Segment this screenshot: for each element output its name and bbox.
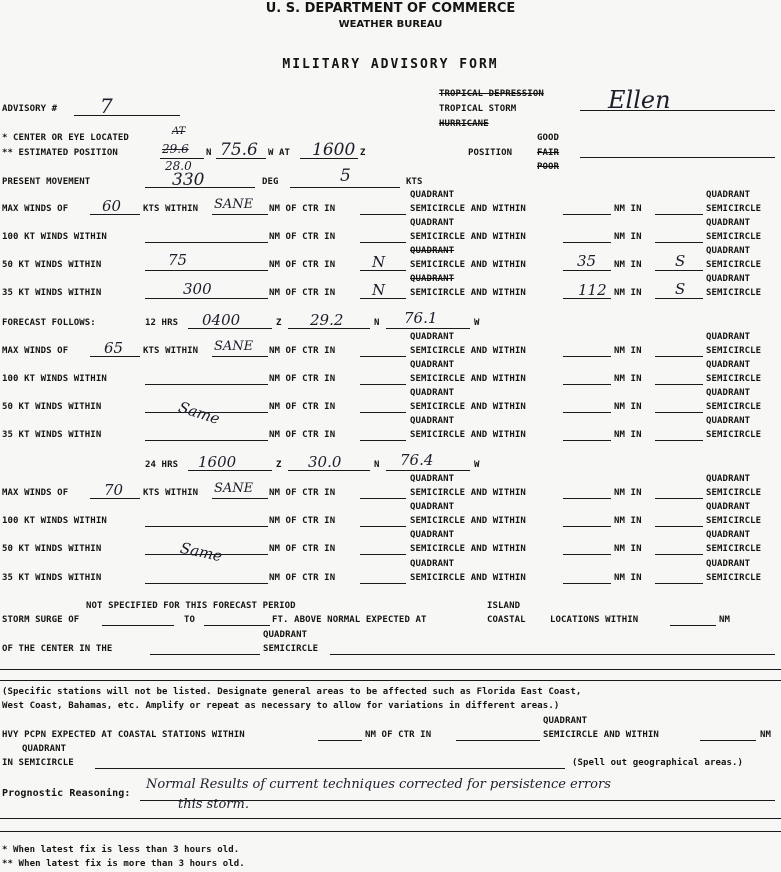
nm2-line[interactable] xyxy=(563,242,611,243)
f24-max-winds-value: 70 xyxy=(104,481,124,499)
forecast-follows-label: FORECAST FOLLOWS: xyxy=(2,318,96,328)
center-in-label: OF THE CENTER IN THE xyxy=(2,644,113,654)
nm2-line[interactable] xyxy=(563,384,611,385)
spell-out-label: (Spell out geographical areas.) xyxy=(572,758,744,768)
f24-time-value: 1600 xyxy=(198,453,237,471)
quadrant-line[interactable] xyxy=(360,214,406,215)
hvy-nm-label: NM xyxy=(760,730,772,740)
nm-ctr-label: NM OF CTR IN xyxy=(269,573,336,583)
quadrant-label: QUADRANT xyxy=(410,274,455,284)
quadrant-label: QUADRANT xyxy=(706,190,751,200)
nm-in-label: NM IN xyxy=(614,573,642,583)
nm-ctr-label: NM OF CTR IN xyxy=(269,260,336,270)
f12-w: W xyxy=(474,318,480,328)
quadrant-line[interactable] xyxy=(360,440,406,441)
semicircle-within-label: SEMICIRCLE AND WITHIN xyxy=(410,544,526,554)
island-label: ISLAND xyxy=(487,601,521,611)
quadrant2-line[interactable] xyxy=(655,384,703,385)
quadrant-label: QUADRANT xyxy=(706,274,751,284)
nm-ctr-label: NM OF CTR IN xyxy=(269,544,336,554)
nm-in-label: NM IN xyxy=(614,430,642,440)
quadrant-label: QUADRANT xyxy=(706,360,751,370)
footnote-more-than-3h: ** When latest fix is more than 3 hours old. xyxy=(2,859,245,869)
semicircle-within-label: SEMICIRCLE AND WITHIN xyxy=(410,204,526,214)
w50-nm2-value: 35 xyxy=(577,252,597,270)
f12-n: N xyxy=(374,318,380,328)
nm2-line[interactable] xyxy=(563,554,611,555)
poor-option: POOR xyxy=(537,162,560,172)
kts-within-label: KTS WITHIN xyxy=(143,488,199,498)
w35-line[interactable] xyxy=(145,440,268,441)
surge-quadrant-line[interactable] xyxy=(150,654,260,655)
semicircle-label: SEMICIRCLE xyxy=(706,544,762,554)
prognostic-handwriting-1: Normal Results of current techniques corrected for persistence errors xyxy=(146,777,611,792)
time-z: Z xyxy=(360,148,366,158)
quadrant-label: QUADRANT xyxy=(706,246,751,256)
prognostic-line-2 xyxy=(0,818,781,819)
semicircle-label: SEMICIRCLE xyxy=(706,288,762,298)
nm-ctr-label: NM OF CTR IN xyxy=(269,488,336,498)
in-semicircle-label: IN SEMICIRCLE xyxy=(2,758,74,768)
nm-ctr-label: NM OF CTR IN xyxy=(269,288,336,298)
semicircle-label: SEMICIRCLE xyxy=(706,260,762,270)
semicircle-within-label: SEMICIRCLE AND WITHIN xyxy=(410,573,526,583)
semicircle-label: SEMICIRCLE xyxy=(706,232,762,242)
nm2-line[interactable] xyxy=(563,356,611,357)
movement-value: 330 xyxy=(172,170,205,190)
quadrant-label: QUADRANT xyxy=(410,502,455,512)
quadrant2-line[interactable] xyxy=(655,440,703,441)
nm2-line[interactable] xyxy=(563,526,611,527)
f12-lon-line[interactable] xyxy=(386,328,470,329)
f24-lon-value: 76.4 xyxy=(400,451,434,469)
nm-in-label: NM IN xyxy=(614,204,642,214)
locations-within-label: LOCATIONS WITHIN xyxy=(550,615,639,625)
quadrant-label: QUADRANT xyxy=(410,416,455,426)
quadrant-line[interactable] xyxy=(360,554,406,555)
nm-ctr-label: NM OF CTR IN xyxy=(269,374,336,384)
semicircle-within-label: SEMICIRCLE AND WITHIN xyxy=(410,402,526,412)
quadrant-line[interactable] xyxy=(360,412,406,413)
semicircle-label: SEMICIRCLE xyxy=(706,204,762,214)
f12-hrs-label: 12 HRS xyxy=(145,318,179,328)
surge-ft-label: FT. ABOVE NORMAL EXPECTED AT xyxy=(272,615,427,625)
quadrant-label: QUADRANT xyxy=(706,218,751,228)
latitude-value: 28.0 xyxy=(165,159,192,173)
deg-label: DEG xyxy=(262,177,279,187)
semicircle-within-label: SEMICIRCLE AND WITHIN xyxy=(410,488,526,498)
quadrant-label: QUADRANT xyxy=(706,474,751,484)
nm-in-label: NM IN xyxy=(614,260,642,270)
w100-label: 100 KT WINDS WITHIN xyxy=(2,516,107,526)
hvy-semicircle-label: SEMICIRCLE AND WITHIN xyxy=(543,730,659,740)
semicircle-label: SEMICIRCLE xyxy=(706,374,762,384)
divider xyxy=(0,669,781,670)
longitude-value: 75.6 xyxy=(220,140,258,160)
kts-label: KTS xyxy=(406,177,423,187)
w100-label: 100 KT WINDS WITHIN xyxy=(2,232,107,242)
kts-within-label: KTS WITHIN xyxy=(143,346,199,356)
quadrant-label: QUADRANT xyxy=(410,530,455,540)
hvy-quadrant2-label: QUADRANT xyxy=(22,744,67,754)
w35-label: 35 KT WINDS WITHIN xyxy=(2,430,102,440)
w100-line[interactable] xyxy=(145,242,268,243)
w100-label: 100 KT WINDS WITHIN xyxy=(2,374,107,384)
department-heading: U. S. DEPARTMENT OF COMMERCE xyxy=(265,1,516,16)
prognostic-reasoning-label: Prognostic Reasoning: xyxy=(2,788,131,799)
w50-direction: N xyxy=(372,253,386,271)
quadrant2-line[interactable] xyxy=(655,554,703,555)
semicircle-label: SEMICIRCLE xyxy=(706,430,762,440)
quadrant-label: QUADRANT xyxy=(410,218,455,228)
f24-z: Z xyxy=(276,460,282,470)
semicircle-within-label: SEMICIRCLE AND WITHIN xyxy=(410,260,526,270)
w35-direction: N xyxy=(372,281,386,299)
kts-within-label: KTS WITHIN xyxy=(143,204,199,214)
center-at-struck: AT xyxy=(172,126,186,137)
quadrant-label: QUADRANT xyxy=(706,530,751,540)
nm2-line[interactable] xyxy=(563,583,611,584)
f12-same-note: Same xyxy=(176,397,223,429)
hvy-quadrant-line[interactable] xyxy=(456,740,540,741)
nm2-line[interactable] xyxy=(563,440,611,441)
w35-line[interactable] xyxy=(145,298,268,299)
quadrant-label: QUADRANT xyxy=(410,474,455,484)
w100-line[interactable] xyxy=(145,384,268,385)
max-within-line[interactable] xyxy=(212,356,268,357)
lon-w-at: W AT xyxy=(268,148,291,158)
nm-ctr-label: NM OF CTR IN xyxy=(269,516,336,526)
nm-in-label: NM IN xyxy=(614,288,642,298)
w35-label: 35 KT WINDS WITHIN xyxy=(2,288,102,298)
present-movement-label: PRESENT MOVEMENT xyxy=(2,177,91,187)
w50-label: 50 KT WINDS WITHIN xyxy=(2,544,102,554)
surge-to-label: TO xyxy=(184,615,196,625)
w50-label: 50 KT WINDS WITHIN xyxy=(2,260,102,270)
nm-in-label: NM IN xyxy=(614,346,642,356)
max-winds-label: MAX WINDS OF xyxy=(2,346,69,356)
quadrant-line[interactable] xyxy=(360,242,406,243)
nm-ctr-label: NM OF CTR IN xyxy=(269,232,336,242)
w50-direction2: S xyxy=(675,252,686,270)
nm2-line[interactable] xyxy=(563,498,611,499)
quadrant-label: QUADRANT xyxy=(410,388,455,398)
f24-hrs-label: 24 HRS xyxy=(145,460,179,470)
semicircle-label: SEMICIRCLE xyxy=(706,516,762,526)
surge-nm-line[interactable] xyxy=(670,625,716,626)
not-specified-label: NOT SPECIFIED FOR THIS FORECAST PERIOD xyxy=(86,601,296,611)
quadrant-label: QUADRANT xyxy=(410,360,455,370)
hvy-quadrant-label: QUADRANT xyxy=(543,716,588,726)
w50-value: 75 xyxy=(168,251,188,269)
tropical-storm-option: TROPICAL STORM xyxy=(439,104,517,114)
max-within-value: SANE xyxy=(214,197,254,212)
semicircle-within-label: SEMICIRCLE AND WITHIN xyxy=(410,516,526,526)
quadrant-label: QUADRANT xyxy=(410,190,455,200)
coastal-label: COASTAL xyxy=(487,615,526,625)
nm2-line[interactable] xyxy=(563,214,611,215)
quadrant2-line[interactable] xyxy=(655,214,703,215)
nm-ctr-label: NM OF CTR IN xyxy=(269,430,336,440)
storm-name: Ellen xyxy=(608,86,671,114)
speed-value: 5 xyxy=(340,166,351,186)
advisory-number: 7 xyxy=(100,94,113,118)
position-remarks-line[interactable] xyxy=(580,157,775,158)
semicircle-within-label: SEMICIRCLE AND WITHIN xyxy=(410,430,526,440)
f12-lat-value: 29.2 xyxy=(310,311,344,329)
estimated-position-label: ** ESTIMATED POSITION xyxy=(2,148,118,158)
quadrant-line[interactable] xyxy=(360,583,406,584)
surge-from-line[interactable] xyxy=(102,625,174,626)
quadrant2-line[interactable] xyxy=(655,298,703,299)
center-located-label: * CENTER OR EYE LOCATED xyxy=(2,133,129,143)
nm-ctr-label: NM OF CTR IN xyxy=(269,402,336,412)
quadrant-label: QUADRANT xyxy=(706,502,751,512)
tropical-depression-option: TROPICAL DEPRESSION xyxy=(439,89,544,99)
f12-lon-value: 76.1 xyxy=(404,309,438,327)
f24-same-note: Same xyxy=(178,538,224,566)
lat-n: N xyxy=(206,148,212,158)
surge-to-line[interactable] xyxy=(204,625,270,626)
in-semicircle-line[interactable] xyxy=(95,768,565,769)
surge-remarks-line[interactable] xyxy=(330,654,775,655)
f24-lon-line[interactable] xyxy=(386,470,470,471)
w35-value: 300 xyxy=(183,280,212,298)
quadrant2-line[interactable] xyxy=(655,242,703,243)
quadrant-line[interactable] xyxy=(360,498,406,499)
f12-z: Z xyxy=(276,318,282,328)
f24-n: N xyxy=(374,460,380,470)
w35-label: 35 KT WINDS WITHIN xyxy=(2,573,102,583)
nm-in-label: NM IN xyxy=(614,516,642,526)
hvy-pcpn-label: HVY PCPN EXPECTED AT COASTAL STATIONS WITHIN xyxy=(2,730,245,740)
max-winds-label: MAX WINDS OF xyxy=(2,488,69,498)
nm-ctr-label: NM OF CTR IN xyxy=(269,204,336,214)
w35-direction2: S xyxy=(675,280,686,298)
nm-in-label: NM IN xyxy=(614,488,642,498)
nm-in-label: NM IN xyxy=(614,402,642,412)
hurricane-option: HURRICANE xyxy=(439,119,489,129)
f12-max-within-value: SANE xyxy=(214,339,254,354)
max-winds-value: 60 xyxy=(102,197,122,215)
advisory-field-line[interactable] xyxy=(74,115,180,116)
surge-semicircle-label: SEMICIRCLE xyxy=(263,644,319,654)
prognostic-handwriting-2: this storm. xyxy=(178,797,249,812)
footnote-less-than-3h: * When latest fix is less than 3 hours old. xyxy=(2,845,240,855)
semicircle-label: SEMICIRCLE xyxy=(706,573,762,583)
hvy-nm-ctr-label: NM OF CTR IN xyxy=(365,730,432,740)
hvy-nm2-line[interactable] xyxy=(700,740,756,741)
f24-w: W xyxy=(474,460,480,470)
quadrant-label: QUADRANT xyxy=(410,246,455,256)
quadrant2-line[interactable] xyxy=(655,412,703,413)
semicircle-label: SEMICIRCLE xyxy=(706,402,762,412)
advisory-label: ADVISORY # xyxy=(2,104,58,114)
specific-stations-line2: West Coast, Bahamas, etc. Amplify or repeat as necessary to allow for variations in different areas.) xyxy=(2,701,560,711)
f24-lat-value: 30.0 xyxy=(308,453,342,471)
semicircle-within-label: SEMICIRCLE AND WITHIN xyxy=(410,346,526,356)
quadrant-label: QUADRANT xyxy=(410,559,455,569)
f12-time-value: 0400 xyxy=(202,311,241,329)
w100-line[interactable] xyxy=(145,526,268,527)
quadrant-line[interactable] xyxy=(360,384,406,385)
nm-in-label: NM IN xyxy=(614,544,642,554)
nm-in-label: NM IN xyxy=(614,374,642,384)
w35-line[interactable] xyxy=(145,583,268,584)
nm2-line[interactable] xyxy=(563,412,611,413)
quadrant-label: QUADRANT xyxy=(706,559,751,569)
quadrant2-line[interactable] xyxy=(655,356,703,357)
time-value: 1600 xyxy=(312,140,356,160)
latitude-struck: 29.6 xyxy=(162,142,189,156)
semicircle-label: SEMICIRCLE xyxy=(706,346,762,356)
fair-option: FAIR xyxy=(537,148,560,158)
quadrant-line[interactable] xyxy=(360,356,406,357)
divider xyxy=(0,680,781,681)
f24-max-within-value: SANE xyxy=(214,481,254,496)
position-label: POSITION xyxy=(468,148,513,158)
surge-quadrant-label: QUADRANT xyxy=(263,630,308,640)
semicircle-within-label: SEMICIRCLE AND WITHIN xyxy=(410,232,526,242)
nm2-line[interactable] xyxy=(563,270,611,271)
quadrant-label: QUADRANT xyxy=(706,416,751,426)
form-title: MILITARY ADVISORY FORM xyxy=(282,57,499,72)
speed-line[interactable] xyxy=(290,187,400,188)
semicircle-within-label: SEMICIRCLE AND WITHIN xyxy=(410,288,526,298)
storm-surge-label: STORM SURGE OF xyxy=(2,615,80,625)
surge-nm-label: NM xyxy=(719,615,731,625)
quadrant2-line[interactable] xyxy=(655,270,703,271)
w35-nm2-value: 112 xyxy=(578,281,607,299)
quadrant2-line[interactable] xyxy=(655,526,703,527)
bureau-heading: WEATHER BUREAU xyxy=(338,19,443,30)
max-within-line[interactable] xyxy=(212,498,268,499)
nm-ctr-label: NM OF CTR IN xyxy=(269,346,336,356)
max-winds-label: MAX WINDS OF xyxy=(2,204,69,214)
f12-max-winds-value: 65 xyxy=(104,339,124,357)
semicircle-label: SEMICIRCLE xyxy=(706,488,762,498)
hvy-nm-line[interactable] xyxy=(318,740,362,741)
quadrant-label: QUADRANT xyxy=(706,388,751,398)
max-within-line[interactable] xyxy=(212,214,268,215)
quadrant-line[interactable] xyxy=(360,526,406,527)
good-option: GOOD xyxy=(537,133,560,143)
semicircle-within-label: SEMICIRCLE AND WITHIN xyxy=(410,374,526,384)
divider xyxy=(0,831,781,832)
specific-stations-line1: (Specific stations will not be listed. Designate general areas to be affected such as Florida East Coast, xyxy=(2,687,582,697)
quadrant2-line[interactable] xyxy=(655,583,703,584)
w50-label: 50 KT WINDS WITHIN xyxy=(2,402,102,412)
w50-line[interactable] xyxy=(145,270,268,271)
quadrant-label: QUADRANT xyxy=(706,332,751,342)
quadrant2-line[interactable] xyxy=(655,498,703,499)
nm-in-label: NM IN xyxy=(614,232,642,242)
quadrant-label: QUADRANT xyxy=(410,332,455,342)
